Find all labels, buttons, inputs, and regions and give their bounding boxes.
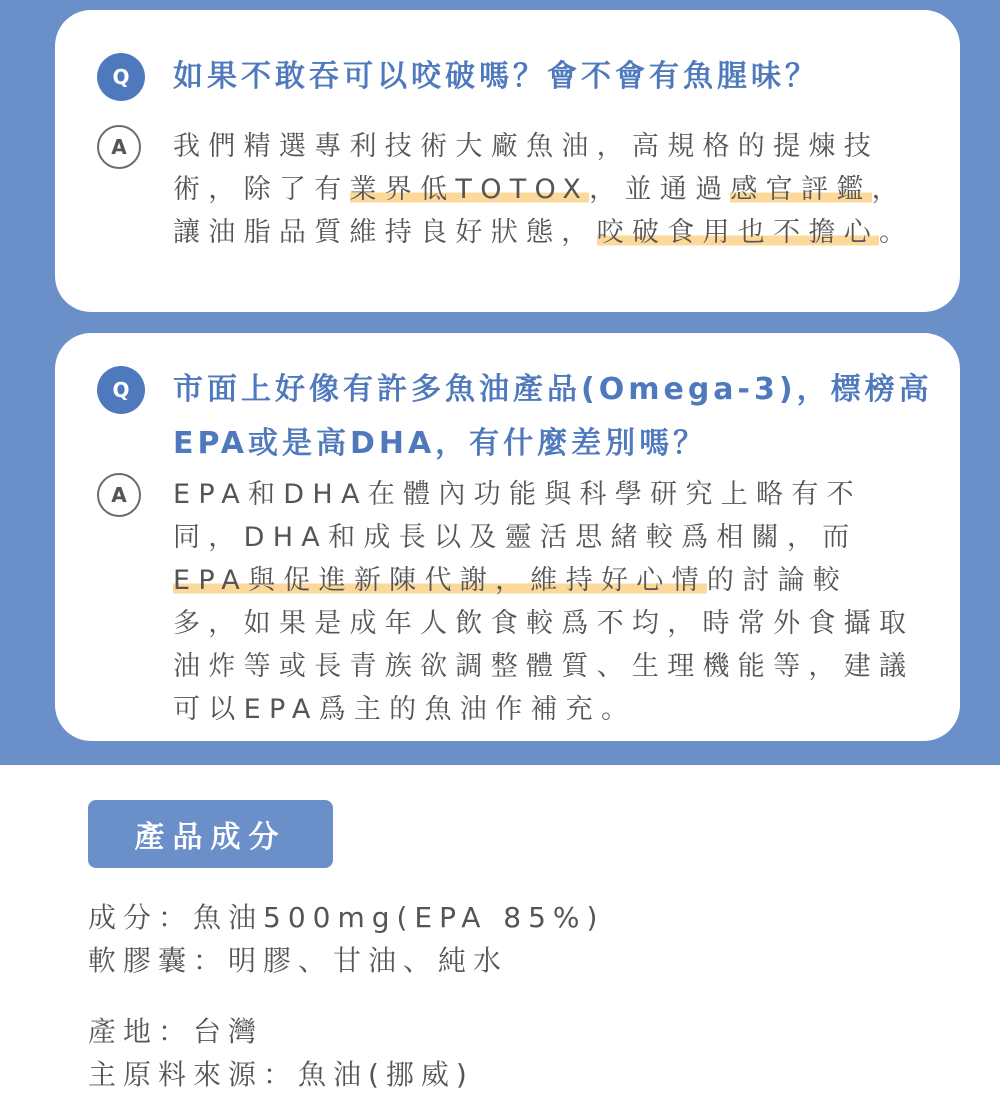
answer-segment: 。 [879, 217, 915, 248]
answer-text [173, 473, 918, 731]
faq-card-1 [55, 10, 960, 312]
section-title-badge: 產品成分 [88, 800, 333, 868]
question-text: 如果不敢吞可以咬破嗎？會不會有魚腥味？ [173, 59, 819, 94]
answer-badge: A [97, 125, 141, 169]
spec-capsule: 軟膠囊：明膠、甘油、純水 [88, 944, 509, 977]
highlighted-phrase: 業界低TOTOX [349, 174, 590, 205]
answer-text [173, 125, 918, 254]
highlighted-phrase: 咬破食用也不擔心 [596, 217, 880, 248]
question-text: 市面上好像有許多魚油產品(Omega-3)，標榜高EPA或是高DHA，有什麼差別嗎？ [173, 372, 933, 461]
answer-segment: 我們精選專利技術大廠魚油，高規格的提煉技術，除了有 [173, 131, 879, 205]
spec-ingredient: 成分：魚油500mg(EPA 85%) [88, 901, 605, 934]
answer-segment: ，讓油脂品質維持良好狀態， [173, 174, 907, 248]
answer-segment: 的討論較多，如果是成年人飲食較爲不均，時常外食攝取油炸等或長青族欲調整體質、生理機能等，建議可以EPA爲主的魚油作補充。 [173, 565, 915, 725]
answer-segment: EPA和DHA在體內功能與科學研究上略有不同，DHA和成長以及靈活思緒較爲相關，而 [173, 479, 862, 553]
answer-segment: ，並通過 [589, 174, 731, 205]
question-badge: Q [97, 366, 145, 414]
highlighted-phrase: EPA與促進新陳代謝，維持好心情 [173, 565, 707, 596]
answer-badge: A [97, 473, 141, 517]
highlighted-phrase: 感官評鑑 [730, 174, 872, 205]
spec-source: 主原料來源：魚油(挪威) [88, 1058, 474, 1091]
spec-origin: 產地：台灣 [88, 1015, 264, 1048]
question-badge: Q [97, 53, 145, 101]
faq-card-2 [55, 333, 960, 741]
